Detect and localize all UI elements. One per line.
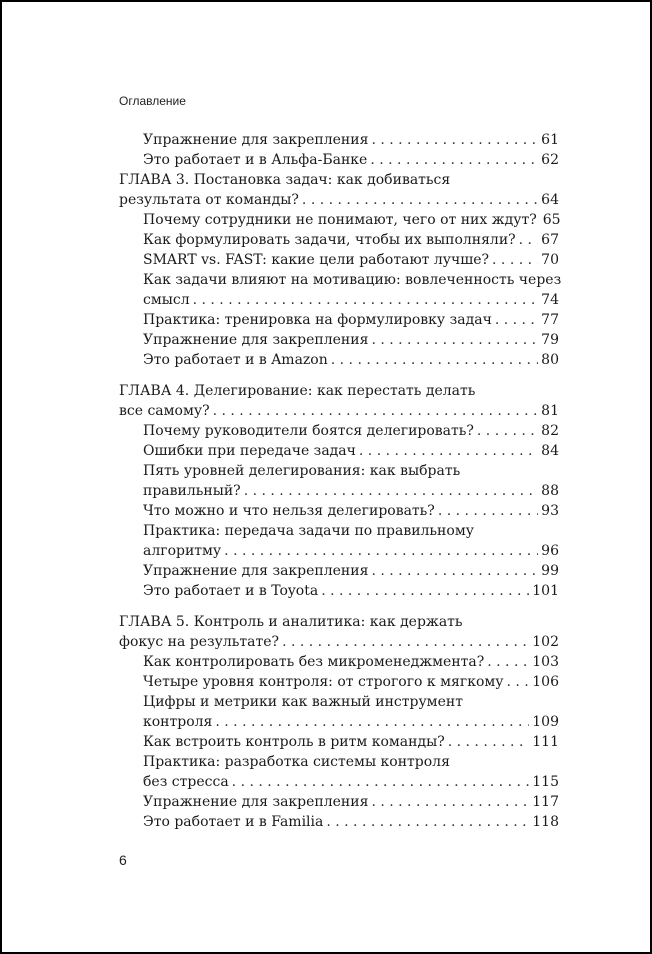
- toc-entry: [119, 330, 559, 350]
- toc-entry-page: 70: [541, 252, 559, 268]
- dot-leader: [193, 290, 539, 310]
- toc-entry: [119, 752, 559, 772]
- dot-leader: [507, 672, 530, 692]
- toc-entry-page: 96: [541, 543, 559, 559]
- dot-leader: [495, 310, 538, 330]
- toc-entry: [119, 210, 559, 230]
- toc-entry-title: Практика: тренировка на формулировку задач: [143, 310, 495, 330]
- toc-entry-title: контроля: [143, 712, 215, 732]
- chapter-heading-title: все самому?: [119, 401, 213, 421]
- toc-entry-title: Это работает и в Toyota: [143, 581, 321, 601]
- toc-entry-page: 61: [541, 132, 559, 148]
- toc-entry: [119, 812, 559, 832]
- toc-entry-title: Ошибки при передаче задач: [143, 441, 359, 461]
- dot-leader: [371, 792, 529, 812]
- toc-entry-page: 103: [532, 654, 559, 670]
- dot-leader: [213, 401, 539, 421]
- chapter-heading-page: 81: [541, 403, 559, 419]
- toc-entry: [119, 672, 559, 692]
- toc-entry: [119, 130, 559, 150]
- toc-entry-page: 111: [532, 734, 559, 750]
- toc-entry-page: 109: [532, 714, 559, 730]
- dot-leader: [215, 712, 529, 732]
- toc-entry: [119, 561, 559, 581]
- chapter-heading: [119, 612, 559, 632]
- toc-chapter: [119, 381, 559, 601]
- toc-entry: [119, 310, 559, 330]
- toc-entry-title: Упражнение для закрепления: [143, 330, 371, 350]
- toc-entry-title: SMART vs. FAST: какие цели работают лучше?: [143, 250, 492, 270]
- dot-leader: [438, 501, 538, 521]
- toc-entry-title: Это работает и в Amazon: [143, 350, 331, 370]
- dot-leader: [371, 561, 538, 581]
- chapter-heading-title: фокус на результате?: [119, 632, 282, 652]
- dot-leader: [371, 130, 538, 150]
- toc-entry-title: Упражнение для закрепления: [143, 130, 371, 150]
- toc-entry-page: 93: [541, 503, 559, 519]
- table-of-contents: [119, 130, 562, 832]
- chapter-heading-page: 102: [532, 634, 559, 650]
- toc-entry-text: Пять уровней делегирования: как выбрать: [143, 463, 461, 479]
- dot-leader: [370, 150, 538, 170]
- dot-leader: [448, 732, 530, 752]
- toc-top-section: [119, 130, 559, 170]
- toc-entry-title: Это работает и в Альфа-Банке: [143, 150, 370, 170]
- toc-entry-title: правильный?: [143, 481, 244, 501]
- dot-leader: [359, 441, 538, 461]
- toc-entry-title: Что можно и что нельзя делегировать?: [143, 501, 438, 521]
- toc-entry-page: 74: [541, 292, 559, 308]
- dot-leader: [371, 330, 538, 350]
- running-head: Оглавление: [119, 94, 186, 108]
- toc-entry-title: смысл: [143, 290, 193, 310]
- toc-entry-page: 79: [541, 332, 559, 348]
- dot-leader: [232, 772, 530, 792]
- toc-entry: [119, 441, 559, 461]
- toc-entry: [119, 521, 559, 541]
- dot-leader: [487, 652, 529, 672]
- dot-leader: [282, 632, 529, 652]
- toc-entry: [119, 732, 559, 752]
- toc-entry: [119, 350, 559, 370]
- toc-entry-title: Почему сотрудники не понимают, чего от них ждут?: [143, 210, 540, 230]
- toc-entry-title: Как формулировать задачи, чтобы их выполняли?: [143, 230, 519, 250]
- toc-entry-page: 88: [541, 483, 559, 499]
- toc-entry-page: 99: [541, 563, 559, 579]
- toc-entry: [119, 712, 559, 732]
- toc-entry-title: алгоритму: [143, 541, 224, 561]
- toc-entry-title: без стресса: [143, 772, 232, 792]
- dot-leader: [331, 350, 538, 370]
- chapter-heading: [119, 190, 559, 210]
- toc-entry-page: 84: [541, 443, 559, 459]
- toc-entry: [119, 230, 559, 250]
- dot-leader: [477, 421, 538, 441]
- toc-entry: [119, 792, 559, 812]
- toc-entry: [119, 461, 559, 481]
- toc-entry: [119, 250, 559, 270]
- page-number: 6: [119, 852, 127, 868]
- toc-entry: [119, 652, 559, 672]
- toc-entry: [119, 150, 559, 170]
- toc-entry: [119, 772, 559, 792]
- toc-entry-page: 101: [532, 583, 559, 599]
- toc-entry-title: Четыре уровня контроля: от строгого к мягкому: [143, 672, 507, 692]
- toc-entry-text: Практика: передача задачи по правильному: [143, 523, 474, 539]
- toc-entry-title: Как контролировать без микроменеджмента?: [143, 652, 487, 672]
- dot-leader: [519, 230, 539, 250]
- chapter-heading: [119, 170, 559, 190]
- toc-entry-text: Практика: разработка системы контроля: [143, 754, 450, 770]
- toc-entry-text: Как задачи влияют на мотивацию: вовлеченность через: [143, 272, 562, 288]
- chapter-heading: [119, 381, 559, 401]
- chapter-heading-text: ГЛАВА 4. Делегирование: как перестать делать: [119, 383, 476, 399]
- toc-entry: [119, 481, 559, 501]
- dot-leader: [224, 541, 538, 561]
- toc-entry: [119, 501, 559, 521]
- toc-entry-page: 106: [532, 674, 559, 690]
- toc-entry-page: 118: [532, 814, 559, 830]
- dot-leader: [321, 581, 529, 601]
- toc-entry-page: 82: [541, 423, 559, 439]
- toc-entry-title: Почему руководители боятся делегировать?: [143, 421, 477, 441]
- toc-entry: [119, 421, 559, 441]
- dot-leader: [244, 481, 538, 501]
- chapter-heading-page: 64: [541, 192, 559, 208]
- chapter-heading-text: ГЛАВА 5. Контроль и аналитика: как держать: [119, 614, 463, 630]
- toc-entry: [119, 270, 562, 290]
- chapter-heading: [119, 632, 559, 652]
- dot-leader: [302, 190, 538, 210]
- toc-chapter: [119, 170, 562, 370]
- toc-entry: [119, 692, 559, 712]
- toc-chapter: [119, 612, 559, 832]
- toc-entry: [119, 581, 559, 601]
- chapter-heading-text: ГЛАВА 3. Постановка задач: как добиваться: [119, 172, 451, 188]
- toc-entry: [119, 541, 559, 561]
- chapter-heading-title: результата от команды?: [119, 190, 302, 210]
- toc-entry-page: 115: [532, 774, 559, 790]
- toc-entry-page: 65: [542, 212, 561, 228]
- toc-entry-text: Цифры и метрики как важный инструмент: [143, 694, 463, 710]
- toc-entry-title: Это работает и в Familia: [143, 812, 326, 832]
- toc-entry-title: Упражнение для закрепления: [143, 561, 371, 581]
- toc-entry-page: 62: [541, 152, 559, 168]
- chapter-heading: [119, 401, 559, 421]
- dot-leader: [492, 250, 538, 270]
- toc-entry-page: 77: [541, 312, 559, 328]
- toc-entry-page: 67: [541, 232, 559, 248]
- toc-entry-page: 80: [541, 352, 559, 368]
- toc-entry: [119, 290, 559, 310]
- toc-entry-page: 117: [532, 794, 559, 810]
- dot-leader: [326, 812, 529, 832]
- toc-entry-title: Как встроить контроль в ритм команды?: [143, 732, 448, 752]
- toc-entry-title: Упражнение для закрепления: [143, 792, 371, 812]
